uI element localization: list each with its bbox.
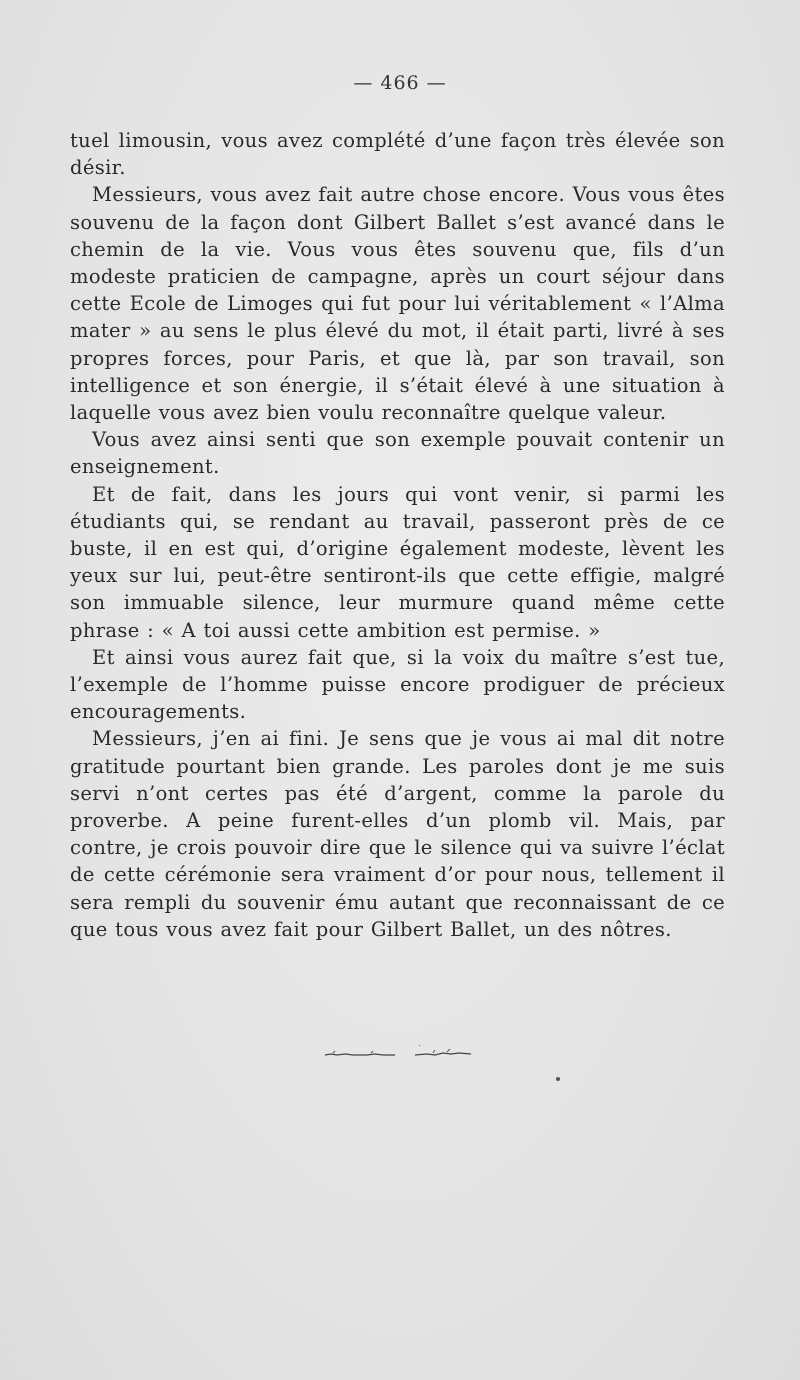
page-number: — 466 — <box>353 72 447 94</box>
paragraph: Et de fait, dans les jours qui vont venir, si parmi les étudiants qui, se rendant au travail, passeront près de ce buste, il en est qui, d’origine également modeste, lèvent les yeux sur lui, peut-être sentiront-ils que cette effigie, malgré son immuable silence, leur murmure quand même cette phrase : « A toi aussi cette ambition est permise. » <box>70 482 725 642</box>
paragraph: Messieurs, j’en ai fini. Je sens que je vous ai mal dit notre gratitude pourtant bien grande. Les paroles dont je me suis servi n’ont certes pas été d’argent, comme la parole du proverbe. A peine furent-elles d’un plomb vil. Mais, par contre, je crois pouvoir dire que le silence qui va suivre l’éclat de cette cérémonie sera vraiment d’or pour nous, tellement il sera rempli du souvenir ému autant que reconnaissant de ce que tous vous avez fait pour Gilbert Ballet, un des nôtres. <box>70 727 725 941</box>
body-text <box>70 127 725 943</box>
paragraph: Vous avez ainsi senti que son exemple pouvait contenir un enseignement. <box>70 428 725 479</box>
paragraph: Et ainsi vous aurez fait que, si la voix du maître s’est tue, l’exemple de l’homme puisse encore prodiguer de précieux encouragements. <box>70 645 725 724</box>
ink-speck <box>556 1077 560 1081</box>
paragraph-continuation: tuel limousin, vous avez complété d’une façon très élevée son désir. <box>70 129 725 180</box>
paragraph: Messieurs, vous avez fait autre chose encore. Vous vous êtes souvenu de la façon dont Gilbert Ballet s’est avancé dans le chemin de la vie. Vous vous êtes souvenu que, fils d’un modeste praticien de campagne, après un court séjour dans cette Ecole de Limoges qui fut pour lui véritablement « l’Alma mater » au sens le plus élevé du mot, il était parti, livré à ses propres forces, pour Paris, et que là, par son travail, son intelligence et son énergie, il s’était élevé à une situation à laquelle vous avez bien voulu reconnaître quelque valeur. <box>70 183 725 425</box>
end-ornament-icon <box>323 1045 473 1059</box>
